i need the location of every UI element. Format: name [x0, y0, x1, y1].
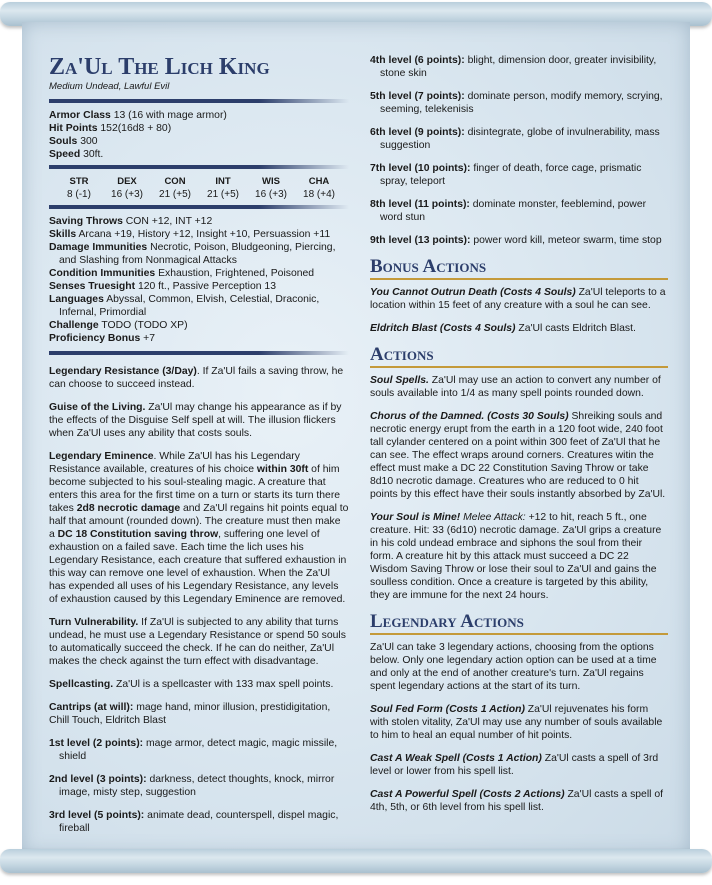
left-column: [49, 54, 349, 845]
languages: Languages Abyssal, Common, Elvish, Celestial, Draconic, Infernal, Primordial: [49, 294, 320, 318]
actions-heading: Actions: [370, 345, 668, 368]
action-soul-spells: Soul Spells. Za'Ul may use an action to convert any number of souls available into 1/4 as many spell points rounded down.: [370, 375, 661, 399]
trait-turn-vulnerability: Turn Vulnerability. If Za'Ul is subjected to any ability that turns undead, he must use a Legendary Resistance or spend 50 souls to automatically succeed the check. If he can do neither, Za'Ul makes the check against the turn effect with disadvantage.: [49, 617, 346, 667]
ability-scores: [57, 175, 341, 201]
legendary-action-weak-spell: Cast A Weak Spell (Costs 1 Action) Za'Ul casts a spell of 3rd level or lower from his spell list.: [370, 753, 659, 777]
trait-legendary-resistance: Legendary Resistance (3/Day). If Za'Ul fails a saving throw, he can choose to succeed instead.: [49, 366, 344, 390]
hit-points: Hit Points 152(16d8 + 80): [49, 123, 172, 134]
right-column: [370, 54, 668, 824]
scroll-bottom-rod: [0, 849, 712, 873]
trait-spellcasting: Spellcasting. Za'Ul is a spellcaster with 133 max spell points.: [49, 679, 334, 690]
legendary-action-powerful-spell: Cast A Powerful Spell (Costs 2 Actions) Za'Ul casts a spell of 4th, 5th, or 6th level from his spell list.: [370, 789, 664, 813]
saving-throws: Saving Throws CON +12, INT +12: [49, 216, 213, 227]
action-your-soul-is-mine: Your Soul is Mine! Melee Attack: +12 to hit, reach 5 ft., one creature. Hit: 33 (6d10) necrotic damage. Za'Ul grips a creature in his cold undead embrace and siphons the soul from their form. A creature hit by this attack must succeed a DC 22 Wisdom Saving Throw or lose their soul to Za'Ul and gains the soulless condition. Once a creature is targeted by this ability, they are immune for the next 24 hours.: [370, 512, 662, 601]
stat-con: CON 21 (+5): [159, 176, 191, 200]
trait-legendary-eminence: Legendary Eminence. While Za'Ul has his Legendary Resistance available, creatures of his choice within 30ft of him become subjected to his soul-stealing magic. A creature that enters this area for the first time on a turn or starts its turn there takes 2d8 necrotic damage and Za'Ul regains hit points equal to half that amount (rounded down). The creature must then make a DC 18 Constitution saving throw, suffering one level of exhaustion on a failed save. Each time the lich uses his Legendary Resistance, each creature that suffered exhaustion in this way can remove one level of exhaustion. When the Za'Ul has expended all uses of his Legendary Resistance, any levels of exhaustion caused by this Legendary Eminence are removed.: [49, 451, 349, 605]
legendary-action-soul-fed-form: Soul Fed Form (Costs 1 Action) Za'Ul rejuvenates his form with stolen vitality, Za'Ul may use any number of souls available to him to heal an equal number of hit points.: [370, 704, 663, 741]
divider: [49, 205, 349, 209]
stat-cha: CHA 18 (+4): [303, 176, 335, 200]
challenge: Challenge TODO (TODO XP): [49, 320, 188, 331]
spell-row-level-4: 4th level (6 points): blight, dimension door, greater invisibility, stone skin: [370, 55, 657, 79]
spell-row-level-9: 9th level (13 points): power word kill, meteor swarm, time stop: [370, 235, 662, 246]
spell-row-level-7: 7th level (10 points): finger of death, force cage, prismatic spray, teleport: [370, 163, 642, 187]
spell-row-level-3: 3rd level (5 points): animate dead, counterspell, dispel magic, fireball: [49, 810, 339, 834]
skills: Skills Arcana +19, History +12, Insight +10, Persuassion +11: [49, 229, 331, 240]
proficiency-bonus: Proficiency Bonus +7: [49, 333, 155, 344]
speed: Speed 30ft.: [49, 149, 104, 160]
stat-block-sheet: [22, 22, 690, 854]
damage-immunities: Damage Immunities Necrotic, Poison, Bludgeoning, Piercing, and Slashing from Nonmagical Attacks: [49, 242, 336, 266]
souls: Souls 300: [49, 136, 98, 147]
stat-int: INT 21 (+5): [207, 176, 239, 200]
divider: [49, 99, 349, 103]
stat-str: STR 8 (-1): [67, 176, 91, 200]
legendary-actions-intro: Za'Ul can take 3 legendary actions, choosing from the options below. Only one legendary action option can be used at a time and only at the end of another creature's turn. Za'Ul regains spent legendary actions at the start of its turn.: [370, 642, 657, 692]
stat-dex: DEX 16 (+3): [111, 176, 143, 200]
armor-class: Armor Class 13 (16 with mage armor): [49, 110, 227, 121]
spell-row-cantrips: Cantrips (at will): mage hand, minor illusion, prestidigitation, Chill Touch, Eldritch Blast: [49, 702, 331, 726]
divider: [49, 351, 349, 355]
monster-name: Za'Ul The Lich King: [49, 54, 270, 80]
spell-row-level-2: 2nd level (3 points): darkness, detect thoughts, knock, mirror image, misty step, suggestion: [49, 774, 335, 798]
bonus-actions-heading: Bonus Actions: [370, 257, 668, 280]
spell-row-level-6: 6th level (9 points): disintegrate, globe of invulnerability, mass suggestion: [370, 127, 660, 151]
bonus-action-eldritch-blast: Eldritch Blast (Costs 4 Souls) Za'Ul casts Eldritch Blast.: [370, 323, 636, 334]
monster-meta: Medium Undead, Lawful Evil: [49, 81, 170, 92]
stat-wis: WIS 16 (+3): [255, 176, 287, 200]
bonus-action-outrun-death: You Cannot Outrun Death (Costs 4 Souls) Za'Ul teleports to a location within 15 feet of any creature with a soul he can see.: [370, 287, 666, 311]
spell-row-level-5: 5th level (7 points): dominate person, modify memory, scrying, seeming, telekenisis: [370, 91, 663, 115]
trait-guise-of-the-living: Guise of the Living. Za'Ul may change his appearance as if by the effects of the Disguise Self spell at will. The illusion flickers when Za'Ul uses any ability that costs souls.: [49, 402, 342, 439]
condition-immunities: Condition Immunities Exhaustion, Frightened, Poisoned: [49, 268, 315, 279]
legendary-actions-heading: Legendary Actions: [370, 612, 668, 635]
action-chorus-of-the-damned: Chorus of the Damned. (Costs 30 Souls) Shreiking souls and necrotic energy erupt from the earth in a 120 foot wide, 240 foot tall cylander centered on a point within 300 feet of Za'Ul that he can see. The effect wraps around corners. Creatures witin the effect must make a DC 22 Constitution Saving Throw or take 8d10 necrotic damage. Creatures who are reduced to 0 hit points by this effect have their souls instantly absorbed by Za'Ul.: [370, 411, 666, 500]
divider: [49, 165, 349, 169]
spell-row-level-8: 8th level (11 points): dominate monster, feeblemind, power word stun: [370, 199, 647, 223]
senses: Senses Truesight 120 ft., Passive Perception 13: [49, 281, 276, 292]
spell-row-level-1: 1st level (2 points): mage armor, detect magic, magic missile, shield: [49, 738, 338, 762]
